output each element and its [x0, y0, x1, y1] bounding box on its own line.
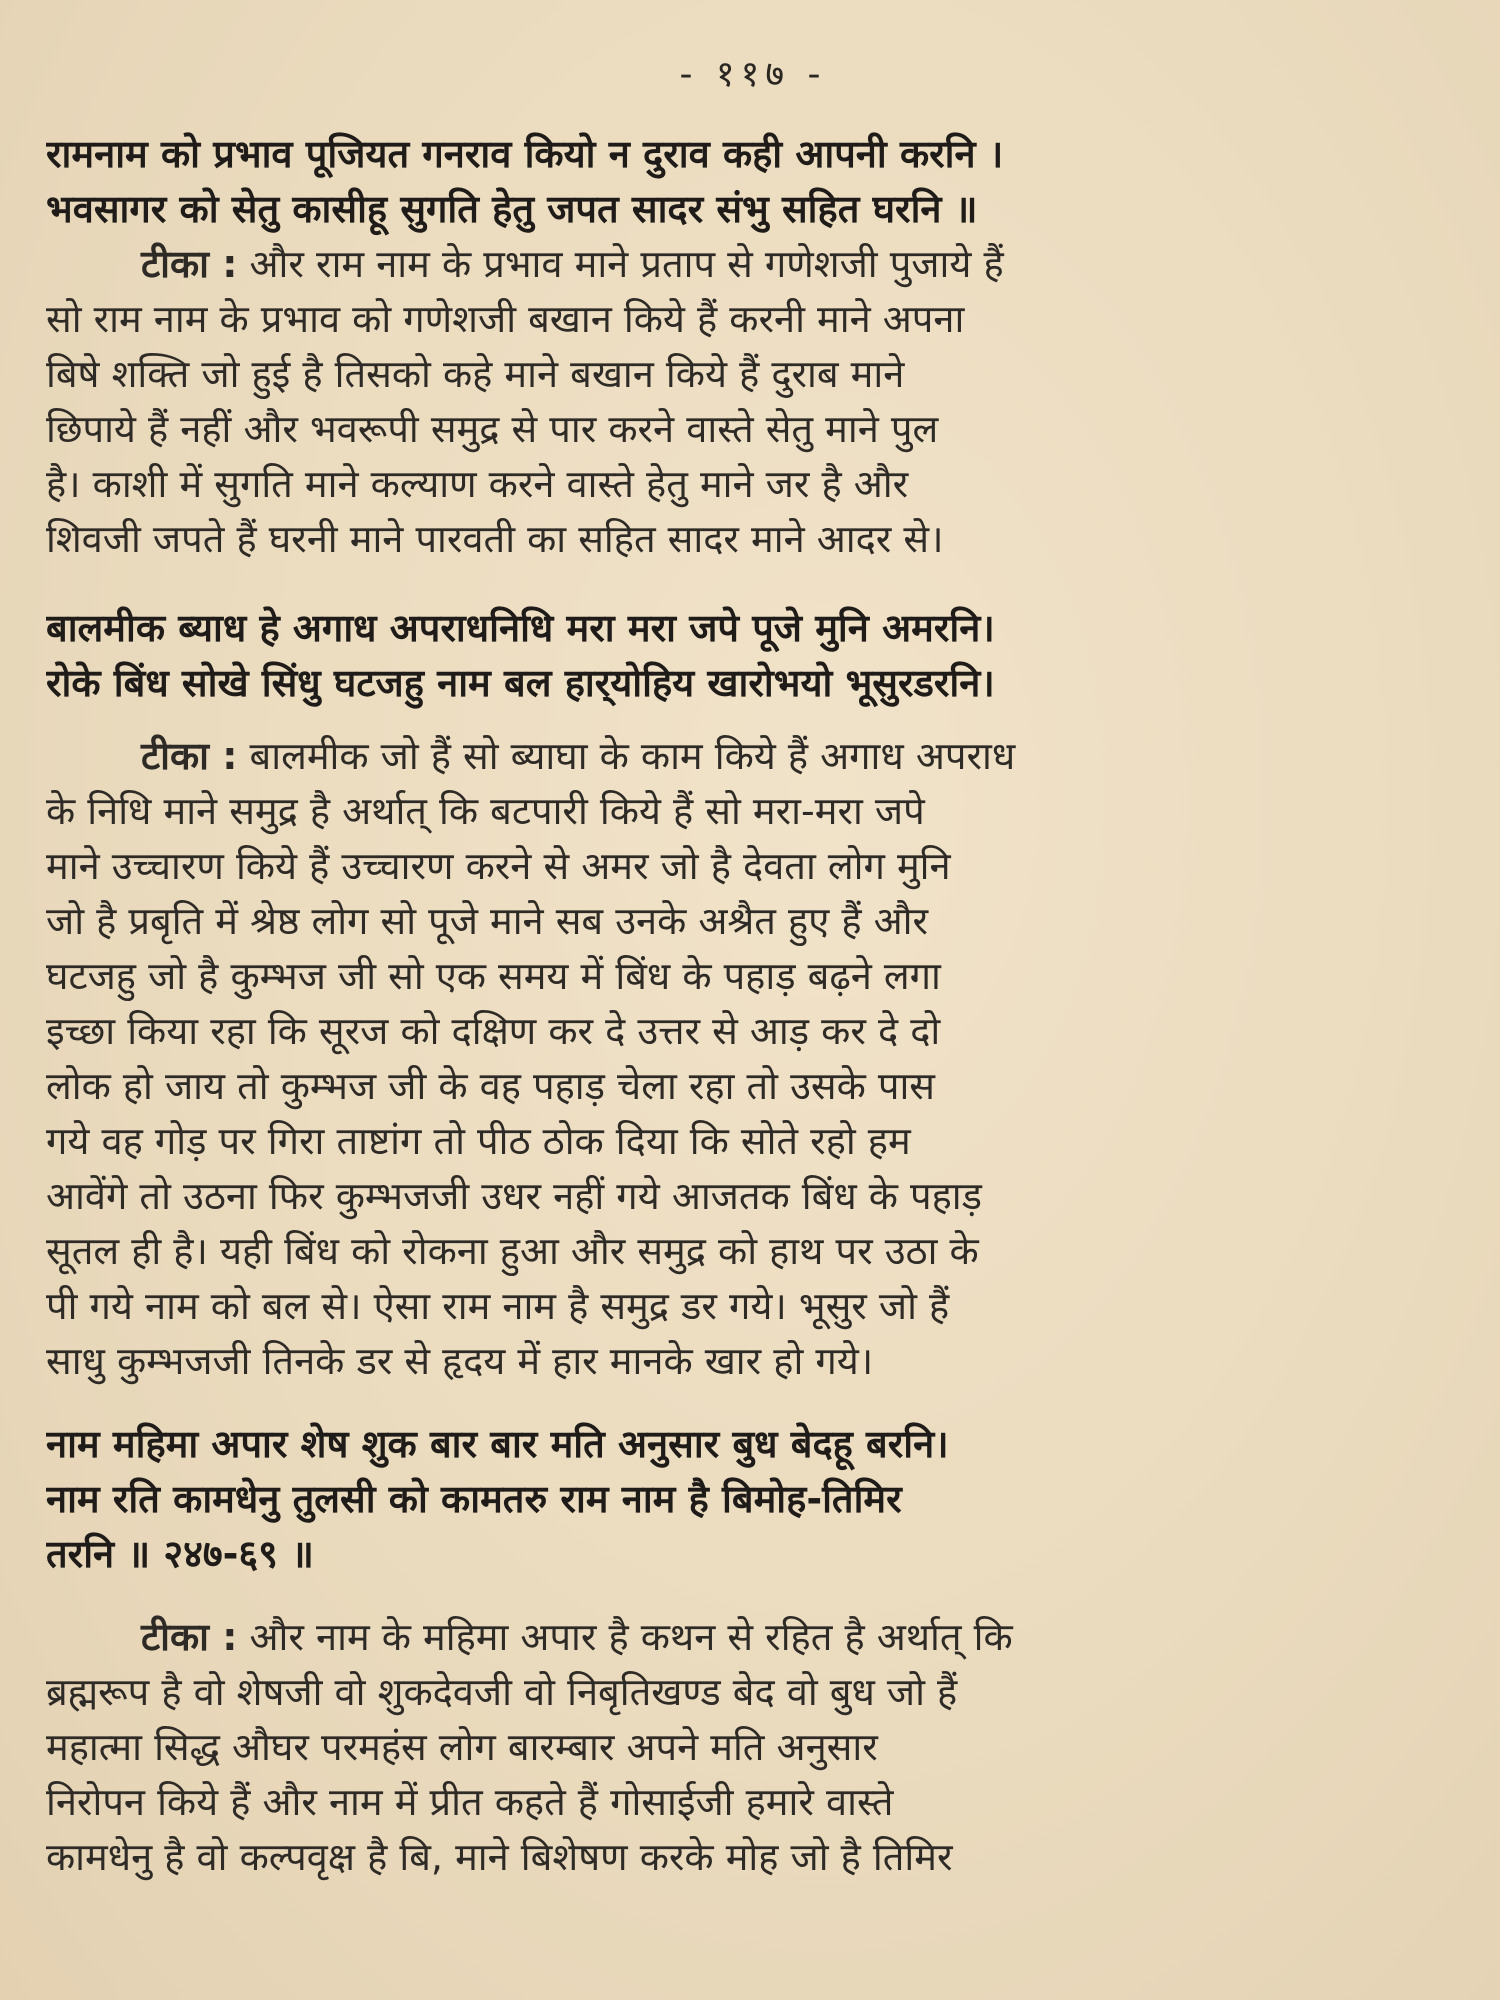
commentary-first-line: [46, 237, 1460, 292]
commentary-line: बिषे शक्ति जो हुई है तिसको कहे माने बखान किये हैं दुराब माने: [46, 352, 905, 396]
commentary-line: है। काशी में सुगति माने कल्याण करने वास्ते हेतु माने जर है और: [46, 462, 909, 506]
commentary-line: जो है प्रबृति में श्रेष्ठ लोग सो पूजे माने सब उनके अश्रैत हुए हैं और: [46, 899, 928, 943]
commentary-line: लोक हो जाय तो कुम्भज जी के वह पहाड़ चेला रहा तो उसके पास: [46, 1064, 935, 1108]
section-gap: [46, 1582, 1460, 1610]
commentary-label: टीका :: [141, 242, 238, 286]
section-gap: [46, 567, 1460, 601]
commentary-3: [46, 1610, 1460, 1885]
section-gap: [46, 711, 1460, 729]
commentary-line: इच्छा किया रहा कि सूरज को दक्षिण कर दे उत्तर से आड़ कर दे दो: [46, 1009, 941, 1053]
commentary-text: और राम नाम के प्रभाव माने प्रताप से गणेशजी पुजाये हैं: [237, 242, 1004, 286]
commentary-line: के निधि माने समुद्र है अर्थात् कि बटपारी किये हैं सो मरा-मरा जपे: [46, 789, 925, 833]
commentary-text: बालमीक जो हैं सो ब्याघा के काम किये हैं अगाध अपराध: [237, 734, 1016, 778]
verse-line: भवसागर को सेतु कासीहू सुगति हेतु जपत सादर संभु सहित घरनि ॥: [46, 187, 978, 231]
verse-line: बालमीक ब्याध हे अगाध अपराधनिधि मरा मरा जपे पूजे मुनि अमरनि।: [46, 606, 995, 650]
verse-3: [46, 1417, 1460, 1582]
commentary-line: ब्रह्मरूप है वो शेषजी वो शुकदेवजी वो निबृतिखण्ड बेद वो बुध जो हैं: [46, 1670, 958, 1714]
commentary-line: गये वह गोड़ पर गिरा ताष्टांग तो पीठ ठोक दिया कि सोते रहो हम: [46, 1119, 911, 1163]
commentary-line: शिवजी जपते हैं घरनी माने पारवती का सहित सादर माने आदर से।: [46, 517, 944, 561]
commentary-1: [46, 237, 1460, 567]
commentary-line: आवेंगे तो उठना फिर कुम्भजजी उधर नहीं गये आजतक बिंध के पहाड़: [46, 1174, 982, 1218]
commentary-line: सूतल ही है। यही बिंध को रोकना हुआ और समुद्र को हाथ पर उठा के: [46, 1229, 979, 1273]
commentary-line: सो राम नाम के प्रभाव को गणेशजी बखान किये हैं करनी माने अपना: [46, 297, 965, 341]
commentary-line: माने उच्चारण किये हैं उच्चारण करने से अमर जो है देवता लोग मुनि: [46, 844, 951, 888]
section-gap: [46, 1389, 1460, 1417]
commentary-label: टीका :: [141, 734, 238, 778]
commentary-line: निरोपन किये हैं और नाम में प्रीत कहते हैं गोसाईजी हमारे वास्ते: [46, 1780, 894, 1824]
verse-line: तरनि ॥ २४७-६९ ॥: [46, 1532, 314, 1576]
commentary-first-line: [46, 1610, 1460, 1665]
verse-line: रोके बिंध सोखे सिंधु घटजहु नाम बल हार्‌योहिय खारोभयो भूसुरडरनि।: [46, 661, 995, 705]
verse-line: रामनाम को प्रभाव पूजियत गनराव कियो न दुराव कही आपनी करनि ।: [46, 132, 1004, 176]
commentary-label: टीका :: [141, 1615, 238, 1659]
commentary-line: साधु कुम्भजजी तिनके डर से हृदय में हार मानके खार हो गये।: [46, 1339, 874, 1383]
commentary-2: [46, 729, 1460, 1389]
commentary-line: घटजहु जो है कुम्भज जी सो एक समय में बिंध के पहाड़ बढ़ने लगा: [46, 954, 941, 998]
commentary-text: और नाम के महिमा अपार है कथन से रहित है अर्थात् कि: [237, 1615, 1013, 1659]
verse-line: नाम रति कामधेनु तुलसी को कामतरु राम नाम है बिमोह-तिमिर: [46, 1477, 902, 1521]
commentary-first-line: [46, 729, 1460, 784]
verse-line: नाम महिमा अपार शेष शुक बार बार मति अनुसार बुध बेदहू बरनि।: [46, 1422, 949, 1466]
commentary-line: पी गये नाम को बल से। ऐसा राम नाम है समुद्र डर गये। भूसुर जो हैं: [46, 1284, 950, 1328]
page-number: - ११७ -: [679, 54, 827, 95]
verse-1: [46, 127, 1460, 237]
commentary-line: छिपाये हैं नहीं और भवरूपी समुद्र से पार करने वास्ते सेतु माने पुल: [46, 407, 939, 451]
commentary-line: कामधेनु है वो कल्पवृक्ष है बि, माने बिशेषण करके मोह जो है तिमिर: [46, 1835, 953, 1879]
verse-2: [46, 601, 1460, 711]
commentary-line: महात्मा सिद्ध औघर परमहंस लोग बारम्बार अपने मति अनुसार: [46, 1725, 878, 1769]
